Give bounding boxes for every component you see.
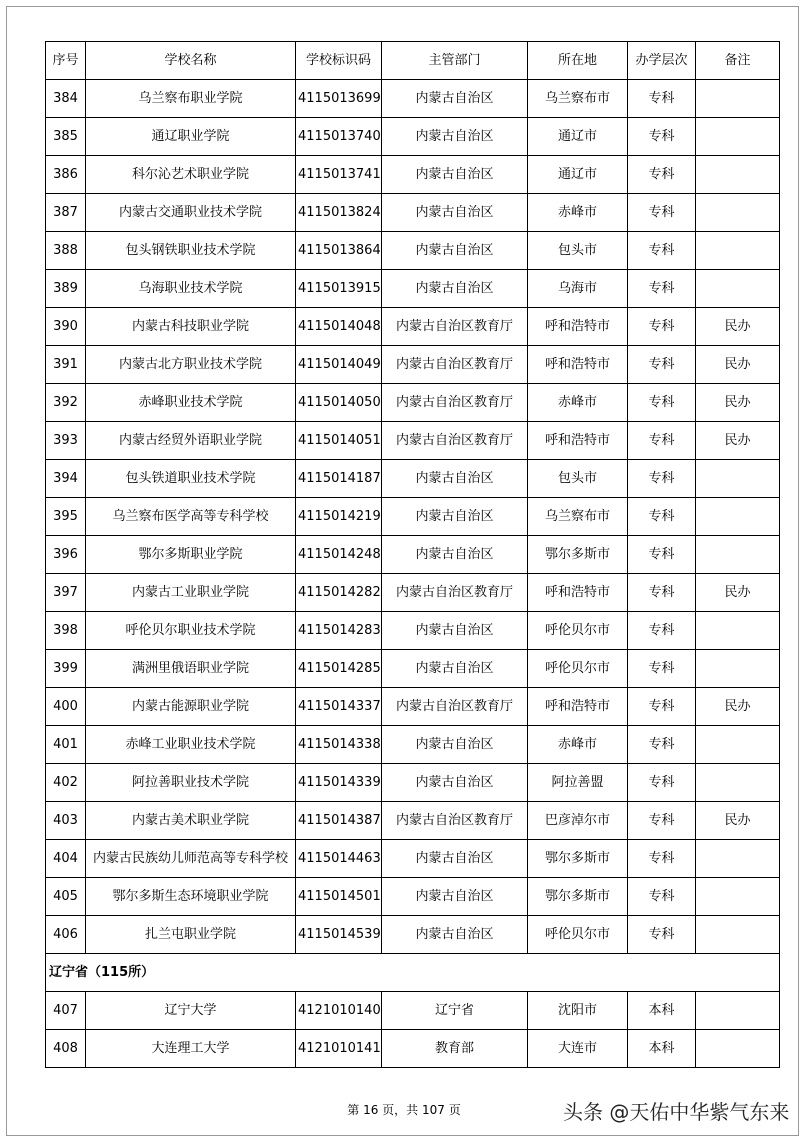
cell-note	[696, 878, 780, 916]
cell-code: 4115014248	[296, 536, 382, 574]
table-row	[46, 422, 780, 460]
table-row	[46, 726, 780, 764]
cell-dept: 内蒙古自治区教育厅	[382, 574, 528, 612]
cell-name: 包头钢铁职业技术学院	[86, 232, 296, 270]
cell-no: 391	[46, 346, 86, 384]
table-row	[46, 460, 780, 498]
cell-code: 4115013699	[296, 80, 382, 118]
cell-location: 呼和浩特市	[528, 422, 628, 460]
cell-note: 民办	[696, 422, 780, 460]
table-row	[46, 270, 780, 308]
cell-name: 辽宁大学	[86, 992, 296, 1030]
cell-dept: 内蒙古自治区	[382, 194, 528, 232]
cell-dept: 内蒙古自治区	[382, 232, 528, 270]
cell-no: 403	[46, 802, 86, 840]
cell-no: 384	[46, 80, 86, 118]
cell-level: 专科	[628, 840, 696, 878]
cell-dept: 内蒙古自治区	[382, 916, 528, 954]
cell-code: 4115014339	[296, 764, 382, 802]
cell-note	[696, 536, 780, 574]
cell-code: 4115014539	[296, 916, 382, 954]
cell-no: 401	[46, 726, 86, 764]
cell-code: 4115013864	[296, 232, 382, 270]
cell-location: 赤峰市	[528, 194, 628, 232]
cell-no: 395	[46, 498, 86, 536]
cell-name: 赤峰工业职业技术学院	[86, 726, 296, 764]
cell-location: 呼和浩特市	[528, 574, 628, 612]
cell-note	[696, 726, 780, 764]
table-row	[46, 1030, 780, 1068]
cell-level: 专科	[628, 574, 696, 612]
cell-code: 4115014387	[296, 802, 382, 840]
cell-dept: 内蒙古自治区	[382, 878, 528, 916]
cell-code: 4121010141	[296, 1030, 382, 1068]
cell-no: 389	[46, 270, 86, 308]
table-row	[46, 346, 780, 384]
cell-note: 民办	[696, 384, 780, 422]
watermark: 头条 @天佑中华紫气东来	[563, 1100, 790, 1124]
cell-name: 内蒙古民族幼儿师范高等专科学校	[86, 840, 296, 878]
schools-table	[45, 41, 780, 1068]
cell-note	[696, 992, 780, 1030]
cell-level: 专科	[628, 346, 696, 384]
cell-note	[696, 650, 780, 688]
cell-level: 本科	[628, 1030, 696, 1068]
table-row	[46, 536, 780, 574]
cell-code: 4115014463	[296, 840, 382, 878]
cell-location: 乌海市	[528, 270, 628, 308]
cell-level: 专科	[628, 498, 696, 536]
cell-note	[696, 764, 780, 802]
cell-code: 4115014050	[296, 384, 382, 422]
cell-note: 民办	[696, 308, 780, 346]
table-row	[46, 232, 780, 270]
cell-level: 专科	[628, 80, 696, 118]
cell-name: 大连理工大学	[86, 1030, 296, 1068]
cell-note	[696, 270, 780, 308]
cell-dept: 内蒙古自治区	[382, 650, 528, 688]
cell-dept: 教育部	[382, 1030, 528, 1068]
cell-level: 专科	[628, 384, 696, 422]
cell-level: 专科	[628, 612, 696, 650]
col-header-location: 所在地	[528, 42, 628, 80]
col-header-no: 序号	[46, 42, 86, 80]
cell-note	[696, 498, 780, 536]
cell-dept: 内蒙古自治区教育厅	[382, 688, 528, 726]
cell-no: 408	[46, 1030, 86, 1068]
table-row	[46, 574, 780, 612]
cell-name: 内蒙古交通职业技术学院	[86, 194, 296, 232]
cell-dept: 内蒙古自治区	[382, 80, 528, 118]
cell-dept: 内蒙古自治区	[382, 118, 528, 156]
cell-location: 赤峰市	[528, 726, 628, 764]
cell-dept: 内蒙古自治区	[382, 840, 528, 878]
cell-dept: 内蒙古自治区	[382, 498, 528, 536]
cell-name: 乌海职业技术学院	[86, 270, 296, 308]
cell-name: 内蒙古北方职业技术学院	[86, 346, 296, 384]
cell-location: 鄂尔多斯市	[528, 840, 628, 878]
cell-dept: 内蒙古自治区	[382, 536, 528, 574]
cell-no: 400	[46, 688, 86, 726]
cell-dept: 内蒙古自治区教育厅	[382, 802, 528, 840]
cell-name: 赤峰职业技术学院	[86, 384, 296, 422]
cell-location: 乌兰察布市	[528, 498, 628, 536]
cell-no: 393	[46, 422, 86, 460]
cell-level: 专科	[628, 232, 696, 270]
cell-name: 呼伦贝尔职业技术学院	[86, 612, 296, 650]
cell-code: 4115014337	[296, 688, 382, 726]
cell-name: 内蒙古能源职业学院	[86, 688, 296, 726]
col-header-note: 备注	[696, 42, 780, 80]
cell-code: 4115013741	[296, 156, 382, 194]
table-row	[46, 612, 780, 650]
cell-location: 鄂尔多斯市	[528, 878, 628, 916]
table-row	[46, 992, 780, 1030]
table-row	[46, 118, 780, 156]
cell-dept: 内蒙古自治区教育厅	[382, 346, 528, 384]
table-row	[46, 916, 780, 954]
cell-no: 396	[46, 536, 86, 574]
table-row	[46, 80, 780, 118]
table-row	[46, 840, 780, 878]
cell-note	[696, 194, 780, 232]
cell-no: 402	[46, 764, 86, 802]
cell-no: 405	[46, 878, 86, 916]
cell-location: 呼伦贝尔市	[528, 916, 628, 954]
province-section-label: 辽宁省（115所）	[46, 954, 780, 992]
cell-level: 专科	[628, 118, 696, 156]
cell-location: 阿拉善盟	[528, 764, 628, 802]
cell-level: 专科	[628, 460, 696, 498]
cell-note	[696, 232, 780, 270]
cell-no: 407	[46, 992, 86, 1030]
cell-note	[696, 460, 780, 498]
cell-location: 赤峰市	[528, 384, 628, 422]
cell-location: 沈阳市	[528, 992, 628, 1030]
table-header-row	[46, 42, 780, 80]
table-row	[46, 498, 780, 536]
cell-level: 专科	[628, 194, 696, 232]
cell-level: 专科	[628, 878, 696, 916]
cell-no: 392	[46, 384, 86, 422]
cell-name: 乌兰察布医学高等专科学校	[86, 498, 296, 536]
cell-no: 387	[46, 194, 86, 232]
cell-dept: 内蒙古自治区	[382, 726, 528, 764]
cell-code: 4115013824	[296, 194, 382, 232]
cell-level: 专科	[628, 308, 696, 346]
cell-code: 4115014187	[296, 460, 382, 498]
cell-name: 内蒙古工业职业学院	[86, 574, 296, 612]
cell-code: 4115014051	[296, 422, 382, 460]
col-header-name: 学校名称	[86, 42, 296, 80]
cell-name: 扎兰屯职业学院	[86, 916, 296, 954]
cell-location: 鄂尔多斯市	[528, 536, 628, 574]
cell-note	[696, 840, 780, 878]
cell-note	[696, 156, 780, 194]
cell-location: 呼伦贝尔市	[528, 650, 628, 688]
cell-level: 专科	[628, 536, 696, 574]
cell-note	[696, 916, 780, 954]
cell-no: 390	[46, 308, 86, 346]
cell-no: 399	[46, 650, 86, 688]
cell-code: 4115014285	[296, 650, 382, 688]
cell-location: 通辽市	[528, 156, 628, 194]
cell-location: 乌兰察布市	[528, 80, 628, 118]
cell-code: 4115013740	[296, 118, 382, 156]
cell-location: 呼和浩特市	[528, 308, 628, 346]
cell-code: 4115014282	[296, 574, 382, 612]
cell-name: 满洲里俄语职业学院	[86, 650, 296, 688]
cell-code: 4115014338	[296, 726, 382, 764]
cell-level: 专科	[628, 916, 696, 954]
cell-note	[696, 80, 780, 118]
cell-no: 386	[46, 156, 86, 194]
cell-dept: 内蒙古自治区	[382, 460, 528, 498]
cell-note	[696, 612, 780, 650]
cell-no: 397	[46, 574, 86, 612]
cell-level: 专科	[628, 688, 696, 726]
cell-note	[696, 1030, 780, 1068]
table-row	[46, 688, 780, 726]
cell-location: 通辽市	[528, 118, 628, 156]
cell-code: 4115014048	[296, 308, 382, 346]
table-row	[46, 384, 780, 422]
cell-dept: 内蒙古自治区	[382, 156, 528, 194]
cell-location: 巴彦淖尔市	[528, 802, 628, 840]
cell-note: 民办	[696, 802, 780, 840]
cell-note: 民办	[696, 346, 780, 384]
cell-dept: 内蒙古自治区教育厅	[382, 308, 528, 346]
cell-level: 本科	[628, 992, 696, 1030]
cell-level: 专科	[628, 726, 696, 764]
cell-name: 阿拉善职业技术学院	[86, 764, 296, 802]
table-row	[46, 764, 780, 802]
col-header-level: 办学层次	[628, 42, 696, 80]
cell-name: 内蒙古美术职业学院	[86, 802, 296, 840]
cell-location: 大连市	[528, 1030, 628, 1068]
cell-dept: 内蒙古自治区	[382, 612, 528, 650]
cell-name: 内蒙古经贸外语职业学院	[86, 422, 296, 460]
cell-level: 专科	[628, 650, 696, 688]
cell-note: 民办	[696, 574, 780, 612]
cell-no: 385	[46, 118, 86, 156]
cell-location: 包头市	[528, 460, 628, 498]
table-row	[46, 156, 780, 194]
cell-no: 404	[46, 840, 86, 878]
col-header-dept: 主管部门	[382, 42, 528, 80]
cell-dept: 内蒙古自治区	[382, 270, 528, 308]
cell-code: 4115014283	[296, 612, 382, 650]
cell-code: 4115014501	[296, 878, 382, 916]
col-header-code: 学校标识码	[296, 42, 382, 80]
cell-dept: 内蒙古自治区	[382, 764, 528, 802]
cell-name: 鄂尔多斯生态环境职业学院	[86, 878, 296, 916]
cell-code: 4115014219	[296, 498, 382, 536]
cell-dept: 内蒙古自治区教育厅	[382, 384, 528, 422]
page-footer: 第 16 页，共 107 页	[347, 1103, 461, 1117]
cell-dept: 辽宁省	[382, 992, 528, 1030]
cell-location: 呼和浩特市	[528, 688, 628, 726]
cell-note: 民办	[696, 688, 780, 726]
cell-no: 394	[46, 460, 86, 498]
table-row	[46, 194, 780, 232]
cell-location: 呼和浩特市	[528, 346, 628, 384]
cell-name: 内蒙古科技职业学院	[86, 308, 296, 346]
cell-name: 乌兰察布职业学院	[86, 80, 296, 118]
cell-level: 专科	[628, 270, 696, 308]
cell-level: 专科	[628, 764, 696, 802]
cell-name: 科尔沁艺术职业学院	[86, 156, 296, 194]
cell-code: 4115014049	[296, 346, 382, 384]
cell-level: 专科	[628, 422, 696, 460]
table-row	[46, 308, 780, 346]
cell-note	[696, 118, 780, 156]
cell-name: 鄂尔多斯职业学院	[86, 536, 296, 574]
cell-dept: 内蒙古自治区教育厅	[382, 422, 528, 460]
cell-name: 通辽职业学院	[86, 118, 296, 156]
cell-no: 406	[46, 916, 86, 954]
cell-level: 专科	[628, 156, 696, 194]
cell-no: 388	[46, 232, 86, 270]
province-section-row	[46, 954, 780, 992]
cell-location: 包头市	[528, 232, 628, 270]
table-row	[46, 802, 780, 840]
cell-level: 专科	[628, 802, 696, 840]
cell-location: 呼伦贝尔市	[528, 612, 628, 650]
table-row	[46, 878, 780, 916]
table-row	[46, 650, 780, 688]
cell-name: 包头铁道职业技术学院	[86, 460, 296, 498]
cell-code: 4121010140	[296, 992, 382, 1030]
cell-no: 398	[46, 612, 86, 650]
cell-code: 4115013915	[296, 270, 382, 308]
